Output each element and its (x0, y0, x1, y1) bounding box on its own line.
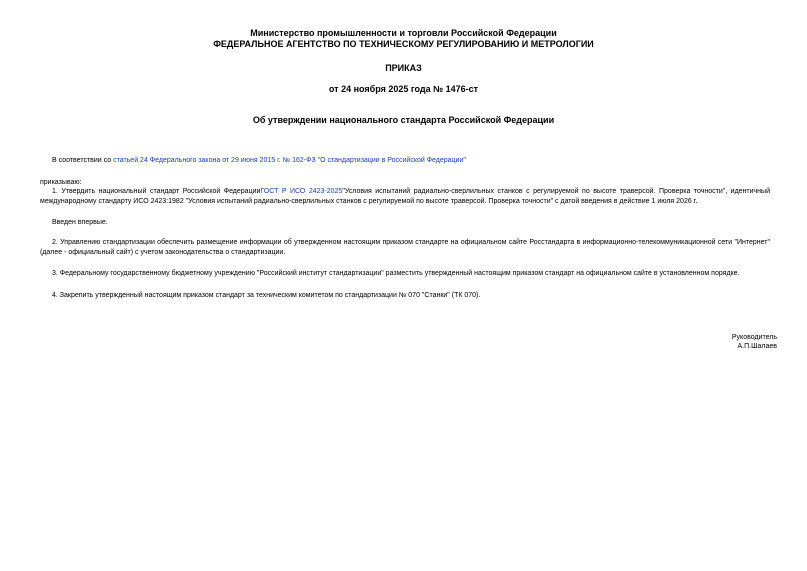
item-2-paragraph: 2. Управлению стандартизации обеспечить размещение информации об утвержденном настоящим приказом стандарте на официальном сайте Росстандарта в информационно-телекоммуникационной сети "Интернет" (далее - официальный сайт) с учетом законодательства о стандартизации. (40, 239, 770, 256)
item-1-note: Введен впервые. (52, 219, 108, 226)
ministry-name: Министерство промышленности и торговли Российской Федерации (250, 28, 557, 38)
signature-title: Руководитель (731, 334, 777, 341)
document-date-number: от 24 ноября 2025 года № 1476-ст (328, 84, 479, 94)
item-1-prefix: 1. Утвердить национальный стандарт Российской Федерации (52, 188, 261, 195)
item-1-suffix: "Условия испытаний радиально-сверлильных станков с регулируемой по высоте траверсой. Проверка точности", идентичный международному стандарту ИСО 2423:1982 "Условия испытаний радиально-сверлильных станков с регулируемой по высоте траверсой. Проверка точности" с датой введения в действие 1 июля 2026 г. (40, 188, 770, 205)
intro-paragraph (40, 156, 770, 166)
agency-name: ФЕДЕРАЛЬНОЕ АГЕНТСТВО ПО ТЕХНИЧЕСКОМУ РЕГУЛИРОВАНИЮ И МЕТРОЛОГИИ (213, 39, 594, 49)
item-3-paragraph: 3. Федеральному государственному бюджетному учреждению "Российский институт стандартизации" разместить утвержденный настоящим приказом стандарт на официальном сайте в установленном порядке. (52, 270, 740, 277)
signature-name: А.П.Шалаев (737, 343, 777, 350)
item-4-paragraph: 4. Закрепить утвержденный настоящим приказом стандарт за техническим комитетом по стандартизации № 070 "Станки" (ТК 070). (52, 292, 481, 299)
gost-link[interactable]: ГОСТ Р ИСО 2423-2025 (260, 188, 343, 195)
law-link[interactable]: статьей 24 Федерального закона от 29 июня 2015 г. № 162-ФЗ "О стандартизации в Российской Федерации" (113, 157, 466, 164)
order-word: приказываю: (40, 179, 82, 186)
intro-prefix: В соответствии со (52, 157, 114, 164)
document-subject: Об утверждении национального стандарта Российской Федерации (252, 115, 555, 125)
item-1-paragraph (40, 187, 770, 207)
document-type: ПРИКАЗ (385, 63, 422, 73)
